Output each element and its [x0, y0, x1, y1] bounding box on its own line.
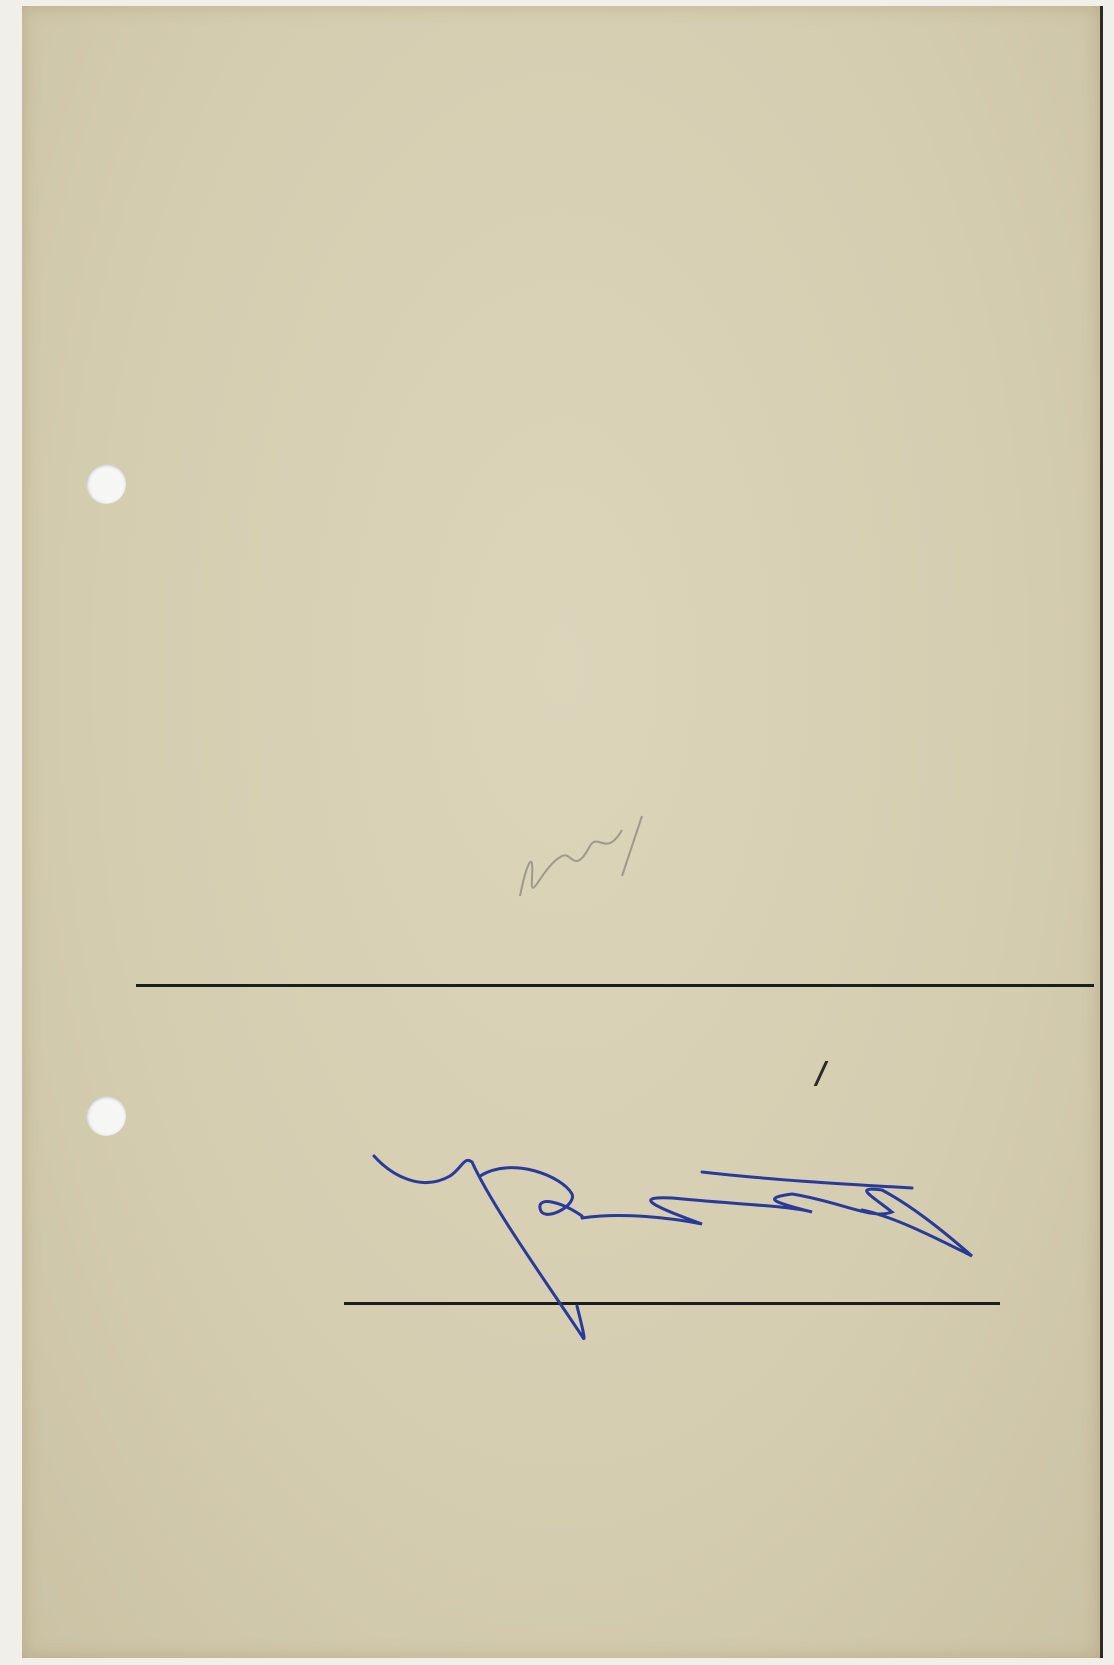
punch-hole-top	[86, 464, 126, 504]
secretary-signature	[502, 806, 702, 936]
chief-signature-rule	[344, 1302, 1000, 1305]
chief-signature	[372, 1146, 1012, 1356]
receipt-slash: /	[812, 1056, 831, 1091]
secretary-signature-rule	[136, 984, 1094, 987]
punch-hole-bottom	[86, 1096, 126, 1136]
document-page	[22, 6, 1103, 1658]
